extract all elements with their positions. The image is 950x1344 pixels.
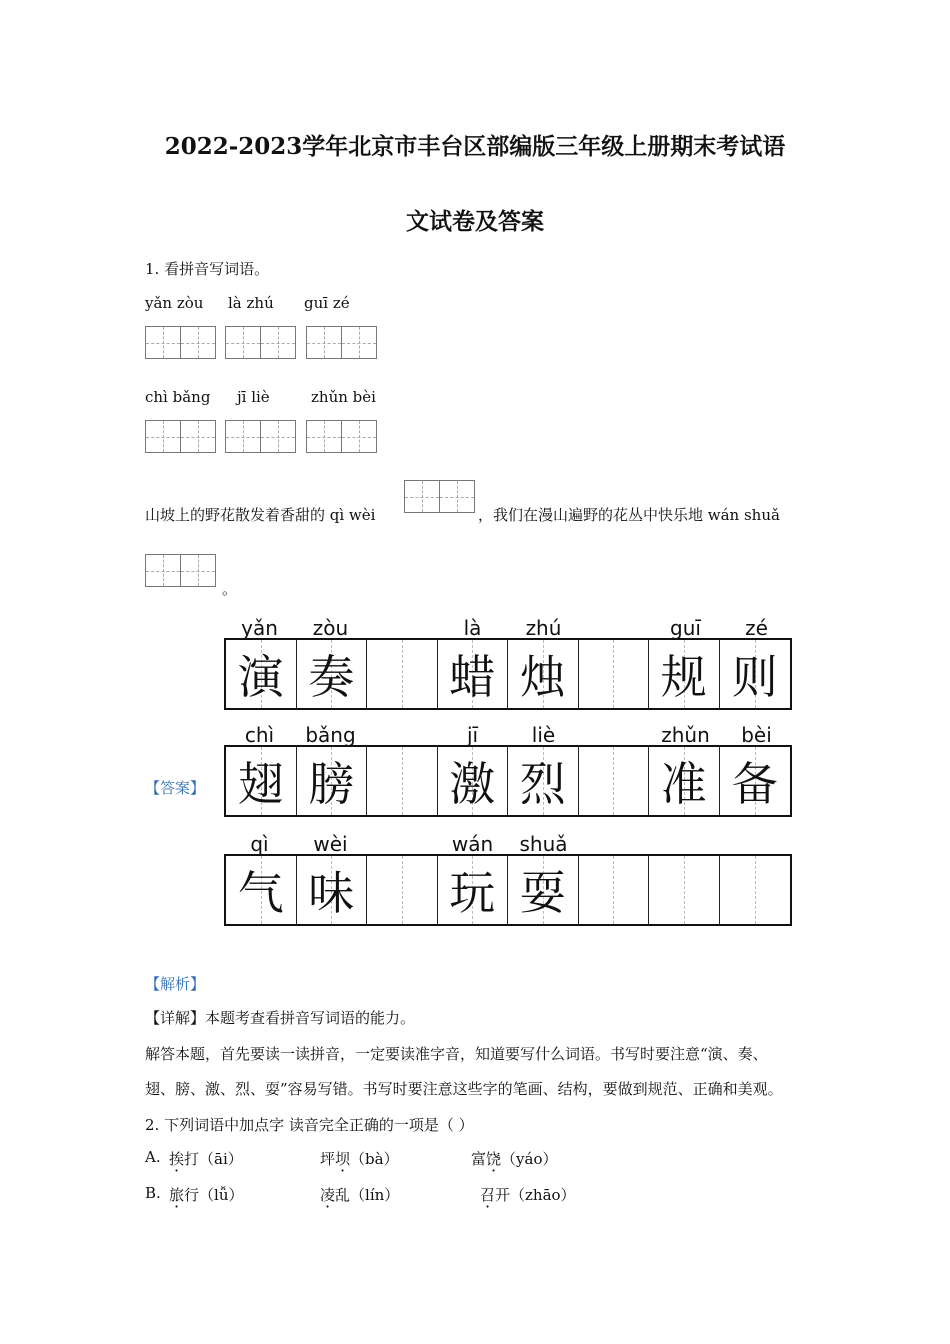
q2-label: 2. 下列词语中加点字 读音完全正确的一项是（ ）: [145, 1116, 474, 1134]
pinyin-prompt: jī liè: [237, 388, 270, 406]
option-letter: B.: [145, 1184, 161, 1202]
answer-char: 耍: [519, 866, 566, 920]
detail-text: 本题考查看拼音写词语的能力。: [205, 1009, 416, 1027]
answer-char: 玩: [449, 866, 496, 920]
writing-box[interactable]: [145, 420, 215, 453]
answer-char: 烈: [519, 757, 566, 811]
answer-char: 演: [237, 650, 284, 704]
answer-char: 激: [449, 757, 496, 811]
answer-char: 奏: [308, 650, 355, 704]
q1-label: 1. 看拼音写词语。: [145, 260, 270, 278]
sentence-part-b: ，我们在漫山遍野的花丛中快乐地 wán shuǎ: [478, 506, 780, 524]
option-a[interactable]: [145, 1148, 161, 1166]
answer-pinyin: yǎn: [241, 616, 278, 640]
writing-box[interactable]: [306, 420, 376, 453]
answer-pinyin: zhú: [525, 616, 562, 640]
writing-box[interactable]: [404, 480, 474, 513]
sentence-end: 。: [222, 580, 238, 598]
dotted-char: 饶: [486, 1150, 502, 1168]
answer-pinyin: zhǔn: [661, 723, 710, 747]
word-rest: 开（zhāo）: [495, 1186, 576, 1204]
option-b-word-1: [169, 1184, 243, 1205]
answer-char: 味: [308, 866, 355, 920]
writing-box[interactable]: [145, 326, 215, 359]
answer-pinyin: shuǎ: [519, 832, 568, 856]
answer-pinyin: wán: [451, 832, 494, 856]
option-letter: A.: [145, 1148, 161, 1166]
word-rest: 行（lǚ）: [184, 1186, 244, 1204]
answer-char: 蜡: [449, 650, 496, 704]
answer-pinyin: zòu: [312, 616, 349, 640]
option-b-word-2: [320, 1184, 399, 1205]
dotted-char: 挨: [169, 1150, 185, 1168]
analysis-label: 【解析】: [145, 975, 206, 993]
explanation-line-2: 翅、膀、激、烈、耍”容易写错。书写时要注意这些字的笔画、结构，要做到规范、正确和美观。: [145, 1080, 783, 1098]
answer-pinyin: zé: [745, 616, 768, 640]
answer-pinyin: chì: [244, 723, 275, 747]
pinyin-prompt: là zhú: [228, 294, 274, 312]
answer-char: 准: [660, 757, 707, 811]
answer-pinyin: bèi: [741, 723, 772, 747]
dotted-char: 凌: [320, 1186, 336, 1204]
answer-pinyin: jī: [466, 723, 479, 747]
answer-pinyin: wèi: [313, 832, 348, 856]
detail-line: [145, 1007, 415, 1028]
writing-box[interactable]: [145, 554, 215, 587]
answer-pinyin: bǎng: [305, 723, 356, 747]
answer-char: 烛: [519, 650, 566, 704]
title-line-2: 文试卷及答案: [406, 208, 544, 235]
answer-pinyin: là: [463, 616, 482, 640]
writing-box[interactable]: [306, 326, 376, 359]
writing-box[interactable]: [225, 420, 295, 453]
word-rest: 打（āi）: [184, 1150, 243, 1168]
option-a-word-3: [471, 1148, 557, 1169]
answer-char: 规: [660, 650, 707, 704]
writing-box[interactable]: [225, 326, 295, 359]
dotted-char: 旅: [169, 1186, 185, 1204]
answer-char: 备: [731, 757, 778, 811]
pinyin-prompt: chì bǎng: [145, 388, 211, 406]
answer-grid: [224, 745, 792, 817]
dotted-char: 坝: [335, 1150, 351, 1168]
word-rest: 乱（lín）: [335, 1186, 400, 1204]
pinyin-prompt: guī zé: [304, 294, 350, 312]
word-rest: （bà）: [350, 1150, 399, 1168]
dotted-char: 召: [480, 1186, 496, 1204]
word-pre: 富: [471, 1150, 487, 1168]
answer-char: 翅: [237, 757, 284, 811]
option-b[interactable]: [145, 1184, 161, 1202]
option-b-word-3: [480, 1184, 576, 1205]
detail-label: 【详解】: [145, 1009, 206, 1027]
answer-pinyin: liè: [531, 723, 556, 747]
option-a-word-2: [320, 1148, 399, 1169]
answer-pinyin: qì: [250, 832, 269, 856]
answer-char: 气: [237, 866, 284, 920]
option-a-word-1: [169, 1148, 243, 1169]
answer-label: 【答案】: [145, 779, 206, 797]
answer-grid: [224, 854, 792, 926]
word-pre: 坪: [320, 1150, 336, 1168]
word-rest: （yáo）: [501, 1150, 558, 1168]
explanation-line-1: 解答本题，首先要读一读拼音，一定要读准字音，知道要写什么词语。书写时要注意“演、奏、: [145, 1045, 768, 1063]
answer-char: 膀: [308, 757, 355, 811]
answer-grid: [224, 638, 792, 710]
title-line-1: 2022-2023学年北京市丰台区部编版三年级上册期末考试语: [164, 133, 786, 160]
pinyin-prompt: yǎn zòu: [145, 294, 204, 312]
sentence-part-a: 山坡上的野花散发着香甜的 qì wèi: [145, 506, 376, 524]
pinyin-prompt: zhǔn bèi: [311, 388, 376, 406]
answer-char: 则: [731, 650, 778, 704]
answer-pinyin: guī: [670, 616, 701, 640]
